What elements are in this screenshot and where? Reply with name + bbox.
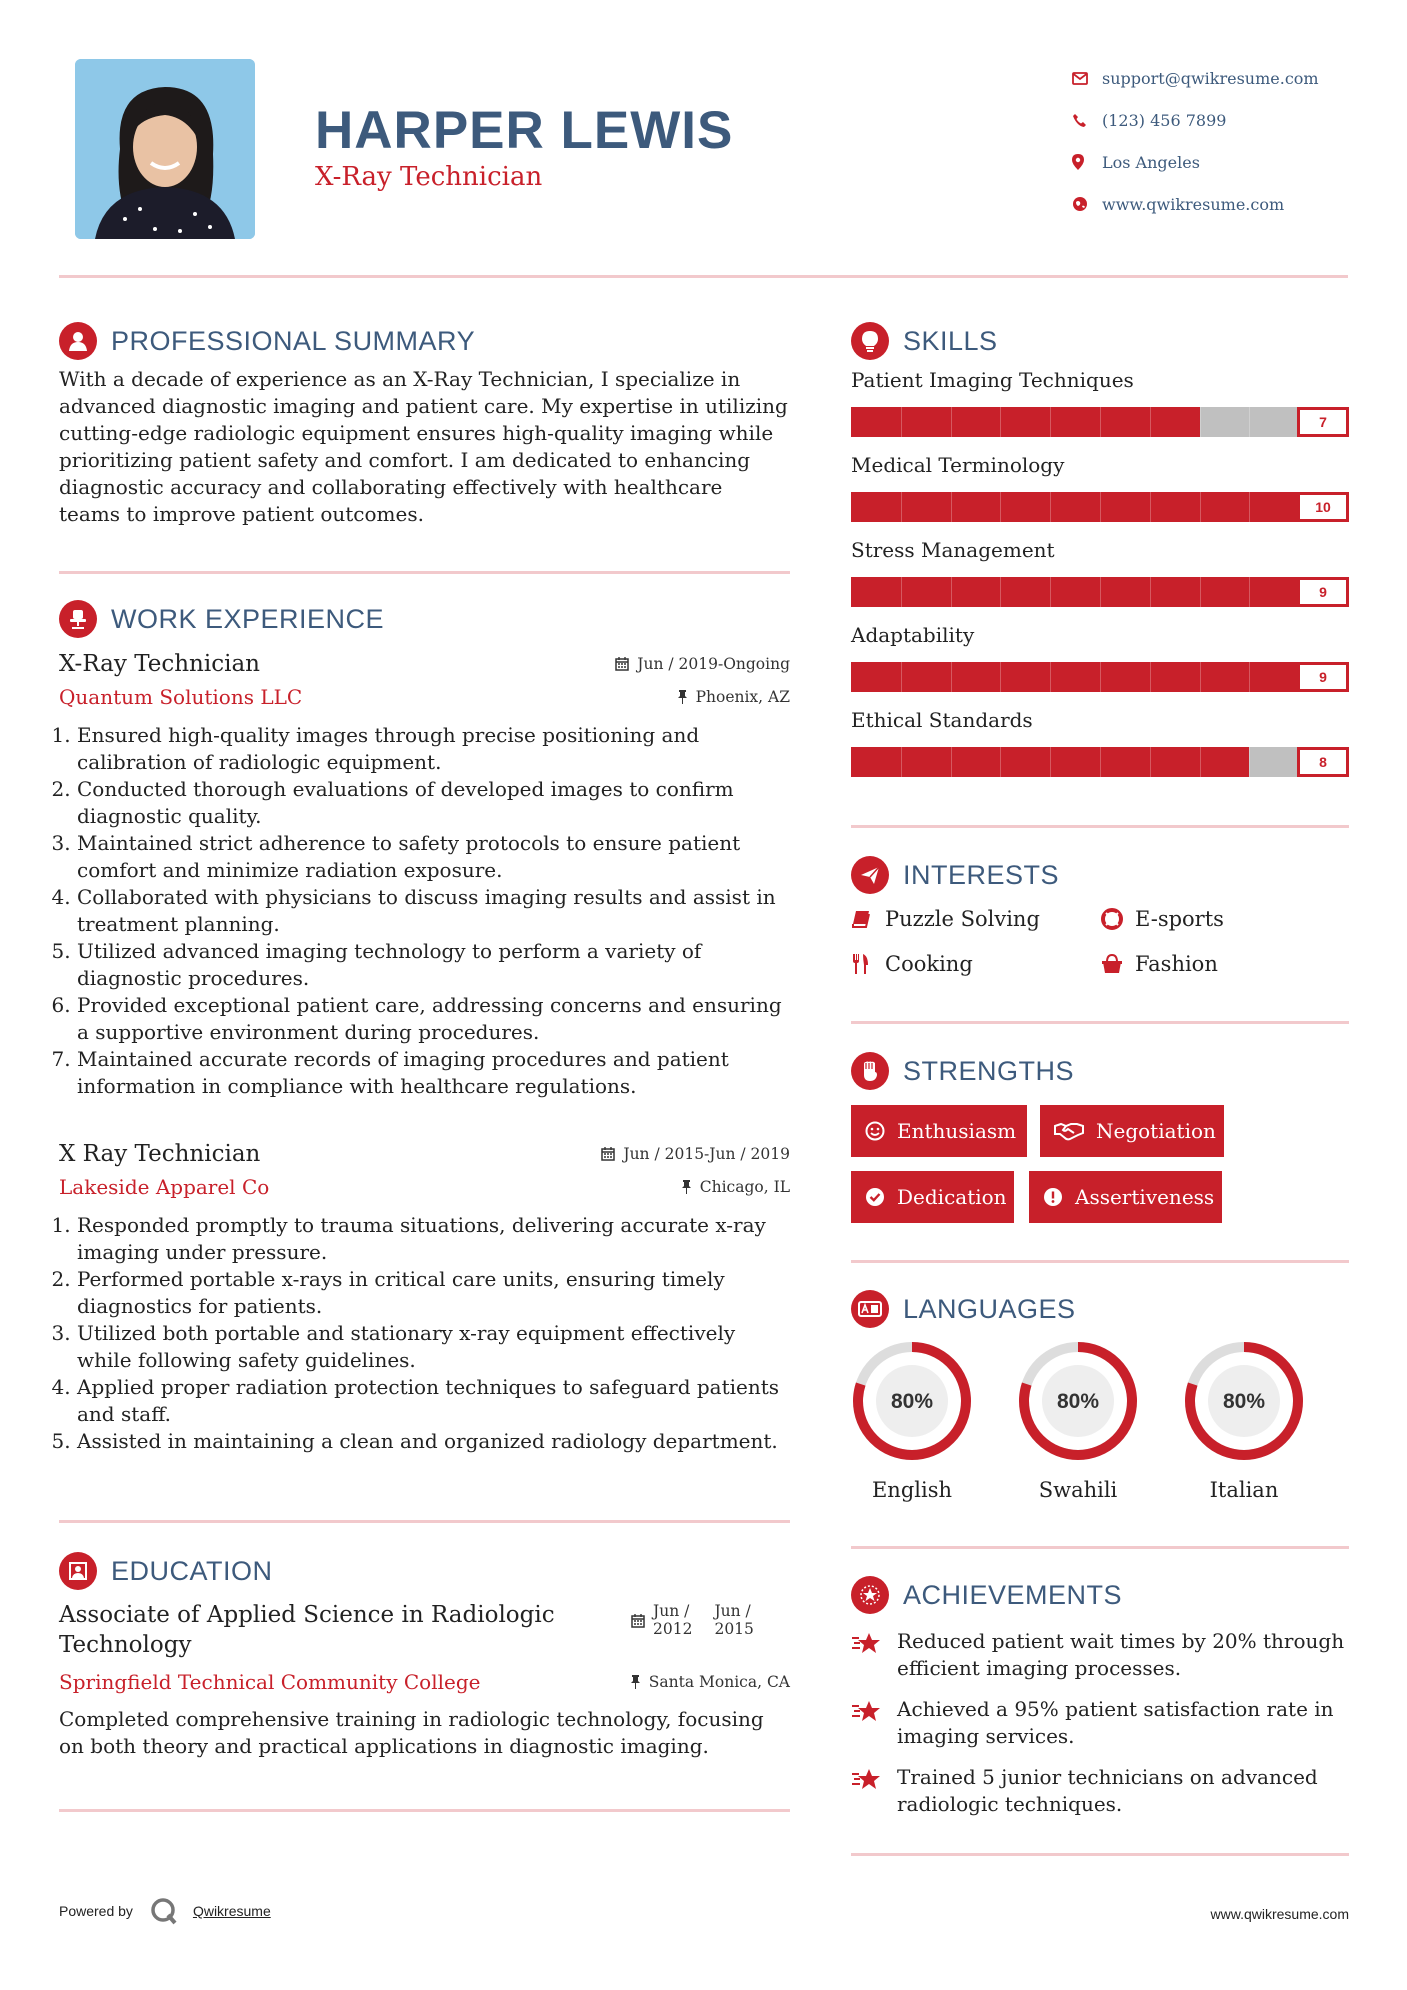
location-pin-icon xyxy=(1072,154,1084,170)
summary-text: With a decade of experience as an X-Ray Technician, I specialize in advanced diagnostic imaging and patient care. My expertise in utilizing cutting-edge radiologic equipment ensures high-quality imaging while prioritizing patient safety and comfort. I am dedicated to enhancing diagnostic accuracy and collaborating effectively with healthcare teams to improve patient outcomes. xyxy=(59,367,788,526)
award-star-icon xyxy=(851,1576,889,1614)
education-location: Santa Monica, CA xyxy=(630,1673,790,1691)
start-month: Jun / xyxy=(653,1602,690,1620)
interest-item xyxy=(851,941,1101,986)
contact-location-text: Los Angeles xyxy=(1102,152,1200,172)
skill-bar-fill xyxy=(851,407,1200,437)
header-divider xyxy=(59,275,1348,278)
skill-bar xyxy=(851,492,1349,522)
experience-divider xyxy=(59,1520,790,1523)
languages-section xyxy=(851,1290,1349,1506)
skill-label: Stress Management xyxy=(851,538,1055,562)
skill-bar-segment xyxy=(1050,747,1051,777)
skill-item xyxy=(851,453,1349,538)
raised-fist-icon xyxy=(851,1052,889,1090)
skills-list xyxy=(851,368,1349,793)
language-name: English xyxy=(871,1478,953,1502)
skill-bar xyxy=(851,747,1349,777)
calendar-icon xyxy=(631,1614,645,1628)
skill-bar-segment xyxy=(951,492,952,522)
language-ring xyxy=(1013,1336,1143,1466)
profile-photo xyxy=(75,59,255,239)
skill-bar-segment xyxy=(1249,577,1250,607)
education-header xyxy=(59,1552,790,1590)
experience-header xyxy=(59,600,789,638)
skill-bar-segment xyxy=(1100,662,1101,692)
job-title: X Ray Technician xyxy=(59,1141,261,1167)
list-item: 4. Collaborated with physicians to discuss imaging results and assist in treatment planning. xyxy=(77,884,790,938)
paper-plane-icon xyxy=(851,856,889,894)
job-date: Jun / 2019-Ongoing xyxy=(615,655,790,673)
skill-label: Adaptability xyxy=(851,623,975,647)
strength-chip xyxy=(851,1171,1014,1223)
skill-bar-segment xyxy=(901,747,902,777)
check-circle-icon xyxy=(865,1187,885,1207)
language-name: Italian xyxy=(1209,1478,1279,1502)
skill-bar-segment xyxy=(901,407,902,437)
skill-value: 9 xyxy=(1297,577,1349,607)
skill-bar-segment xyxy=(1100,492,1101,522)
skill-bar-segment xyxy=(1150,577,1151,607)
skill-bar-segment xyxy=(1000,577,1001,607)
skill-bar-segment xyxy=(1050,662,1051,692)
skill-bar-segment xyxy=(1050,492,1051,522)
list-item: 2. Performed portable x-rays in critical care units, ensuring timely diagnostics for patients. xyxy=(77,1266,790,1320)
skill-bar-segment xyxy=(1249,407,1250,437)
job-location: Phoenix, AZ xyxy=(677,688,790,706)
skill-bar-segment xyxy=(1050,407,1051,437)
job-title: X-Ray Technician xyxy=(315,162,543,192)
skill-item xyxy=(851,538,1349,623)
skill-bar xyxy=(851,662,1349,692)
contact-phone-text: (123) 456 7899 xyxy=(1102,110,1227,130)
skill-bar-segment xyxy=(901,577,902,607)
skill-bar-segment xyxy=(1100,747,1101,777)
school-name: Springfield Technical Community College xyxy=(59,1670,481,1694)
skill-bar-segment xyxy=(1150,492,1151,522)
language-percent: 80% xyxy=(1056,1390,1100,1413)
strength-chip xyxy=(1040,1105,1224,1157)
skill-bar-segment xyxy=(901,492,902,522)
interest-label: Puzzle Solving xyxy=(885,906,1040,931)
qwikresume-logo-icon xyxy=(149,1896,179,1926)
pushpin-icon xyxy=(630,1675,641,1689)
language-item xyxy=(847,1336,977,1502)
skill-bar-segment xyxy=(1100,577,1101,607)
list-item: 1. Ensured high-quality images through precise positioning and calibration of radiologic equipment. xyxy=(77,722,790,776)
summary-section xyxy=(59,322,789,528)
language-percent: 80% xyxy=(1222,1390,1266,1413)
graduate-icon xyxy=(59,1552,97,1590)
strengths-header xyxy=(851,1052,1349,1090)
skill-bar xyxy=(851,577,1349,607)
skill-item xyxy=(851,623,1349,708)
education-date xyxy=(631,1602,754,1638)
list-item: 2. Conducted thorough evaluations of developed images to confirm diagnostic quality. xyxy=(77,776,790,830)
strengths-divider xyxy=(851,1260,1349,1263)
skill-bar-segment xyxy=(951,662,952,692)
skill-item xyxy=(851,708,1349,793)
summary-divider xyxy=(59,571,790,574)
skill-bar-fill xyxy=(851,662,1299,692)
candidate-name: HARPER LEWIS xyxy=(315,101,734,160)
skill-value: 7 xyxy=(1297,407,1349,437)
job-bullet-list xyxy=(59,722,790,1100)
degree-title: Associate of Applied Science in Radiologic Technology xyxy=(59,1602,555,1658)
skills-divider xyxy=(851,825,1349,828)
skill-item xyxy=(851,368,1349,453)
skill-bar-segment xyxy=(901,662,902,692)
list-item: 7. Maintained accurate records of imaging procedures and patient information in compliance with healthcare regulations. xyxy=(77,1046,790,1100)
skill-value: 9 xyxy=(1297,662,1349,692)
interests-section xyxy=(851,856,1349,986)
skill-bar-segment xyxy=(1200,407,1201,437)
skills-section xyxy=(851,322,1349,793)
contact-location xyxy=(1072,141,1319,183)
languages-header xyxy=(851,1290,1349,1328)
list-item: 4. Applied proper radiation protection techniques to safeguard patients and staff. xyxy=(77,1374,790,1428)
skill-bar-segment xyxy=(1000,662,1001,692)
skill-bar-segment xyxy=(1150,407,1151,437)
skill-value: 8 xyxy=(1297,747,1349,777)
education-section xyxy=(59,1552,790,1760)
language-item xyxy=(1179,1336,1309,1502)
company-name: Lakeside Apparel Co xyxy=(59,1175,270,1199)
list-item: 5. Assisted in maintaining a clean and organized radiology department. xyxy=(77,1428,790,1455)
skill-bar-segment xyxy=(1000,492,1001,522)
pushpin-icon xyxy=(677,690,688,704)
interests-header xyxy=(851,856,1349,894)
skill-bar-fill xyxy=(851,577,1299,607)
job-date: Jun / 2015-Jun / 2019 xyxy=(601,1145,790,1163)
contact-website-text: www.qwikresume.com xyxy=(1102,194,1285,214)
list-item: 3. Utilized both portable and stationary x-ray equipment effectively while following safety guidelines. xyxy=(77,1320,790,1374)
skill-bar-segment xyxy=(1200,577,1201,607)
list-item: 5. Utilized advanced imaging technology to perform a variety of diagnostic procedures. xyxy=(77,938,790,992)
strength-chip xyxy=(1029,1171,1222,1223)
user-icon xyxy=(59,322,97,360)
skill-bar-segment xyxy=(1150,747,1151,777)
strengths-heading: STRENGTHS xyxy=(903,1055,1075,1086)
book-icon xyxy=(851,909,871,929)
achievement-item: Reduced patient wait times by 20% through efficient imaging processes. xyxy=(851,1628,1349,1696)
email-icon xyxy=(1072,72,1088,85)
skill-bar-segment xyxy=(1100,407,1101,437)
language-icon xyxy=(851,1290,889,1328)
smile-icon xyxy=(865,1121,885,1141)
achievements-heading: ACHIEVEMENTS xyxy=(903,1579,1123,1610)
lightbulb-icon xyxy=(851,322,889,360)
interest-item xyxy=(1101,941,1349,986)
skill-bar-segment xyxy=(1200,662,1201,692)
achievement-item: Trained 5 junior technicians on advanced radiologic techniques. xyxy=(851,1764,1349,1832)
skill-bar-segment xyxy=(1249,747,1250,777)
education-description: Completed comprehensive training in radiologic technology, focusing on both theory and practical applications in diagnostic imaging. xyxy=(59,1707,764,1758)
strengths-section xyxy=(851,1052,1349,1232)
languages-list xyxy=(851,1336,1349,1506)
strength-label: Dedication xyxy=(897,1185,1007,1209)
job-entry xyxy=(59,648,790,1100)
interest-label: E-sports xyxy=(1135,906,1224,931)
utensils-icon xyxy=(851,953,871,975)
skills-heading: SKILLS xyxy=(903,325,998,356)
skill-label: Ethical Standards xyxy=(851,708,1033,732)
strength-label: Enthusiasm xyxy=(897,1119,1017,1143)
handshake-icon xyxy=(1054,1121,1084,1141)
job-bullet-list xyxy=(59,1212,790,1455)
skill-label: Patient Imaging Techniques xyxy=(851,368,1134,392)
skill-label: Medical Terminology xyxy=(851,453,1065,477)
powered-by-text: Powered by xyxy=(59,1903,133,1919)
pushpin-icon xyxy=(681,1180,692,1194)
company-name: Quantum Solutions LLC xyxy=(59,685,303,709)
job-entry xyxy=(59,1138,790,1455)
star-trophy-icon xyxy=(851,1698,883,1724)
skill-bar-segment xyxy=(951,577,952,607)
strength-chip xyxy=(851,1105,1027,1157)
skill-value: 10 xyxy=(1297,492,1349,522)
language-ring xyxy=(847,1336,977,1466)
experience-section xyxy=(59,600,789,638)
shopping-bag-icon xyxy=(1101,954,1123,974)
languages-heading: LANGUAGES xyxy=(903,1293,1076,1324)
experience-heading: WORK EXPERIENCE xyxy=(111,603,385,634)
job-title: X-Ray Technician xyxy=(59,651,260,677)
calendar-icon xyxy=(615,657,629,671)
skill-bar-segment xyxy=(951,747,952,777)
end-month: Jun / xyxy=(714,1602,751,1620)
interest-label: Fashion xyxy=(1135,951,1218,976)
job-location: Chicago, IL xyxy=(681,1178,790,1196)
interests-heading: INTERESTS xyxy=(903,859,1060,890)
footer-powered xyxy=(59,1896,271,1926)
achievements-list xyxy=(851,1628,1349,1832)
skill-bar-segment xyxy=(1050,577,1051,607)
achievement-item: Achieved a 95% patient satisfaction rate in imaging services. xyxy=(851,1696,1349,1764)
interest-item xyxy=(851,896,1101,941)
list-item: 1. Responded promptly to trauma situations, delivering accurate x-ray imaging under pressure. xyxy=(77,1212,790,1266)
interest-label: Cooking xyxy=(885,951,973,976)
star-trophy-icon xyxy=(851,1766,883,1792)
contact-list xyxy=(1072,57,1319,225)
strength-label: Assertiveness xyxy=(1075,1185,1215,1209)
skill-bar-segment xyxy=(1200,492,1201,522)
phone-icon xyxy=(1072,113,1087,128)
interest-item xyxy=(1101,896,1349,941)
skill-bar-segment xyxy=(1200,747,1201,777)
achievements-divider xyxy=(851,1853,1349,1856)
skill-bar-segment xyxy=(1249,492,1250,522)
list-item: 3. Maintained strict adherence to safety protocols to ensure patient comfort and minimize radiation exposure. xyxy=(77,830,790,884)
skill-bar xyxy=(851,407,1349,437)
star-trophy-icon xyxy=(851,1630,883,1656)
achievements-header xyxy=(851,1576,1349,1614)
language-item xyxy=(1013,1336,1143,1502)
strength-label: Negotiation xyxy=(1096,1119,1216,1143)
skill-bar-segment xyxy=(1000,407,1001,437)
globe-icon xyxy=(1072,196,1088,212)
end-year: 2015 xyxy=(714,1620,754,1638)
start-year: 2012 xyxy=(653,1620,693,1638)
contact-website[interactable] xyxy=(1072,183,1319,225)
briefcase-chair-icon xyxy=(59,600,97,638)
contact-email-text: support@qwikresume.com xyxy=(1102,68,1319,88)
lifebuoy-icon xyxy=(1101,908,1123,930)
skill-bar-segment xyxy=(1000,747,1001,777)
skills-header xyxy=(851,322,1349,360)
languages-divider xyxy=(851,1546,1349,1549)
footer-website[interactable]: www.qwikresume.com xyxy=(1210,1906,1349,1922)
interests-divider xyxy=(851,1021,1349,1024)
education-divider xyxy=(59,1809,790,1812)
calendar-icon xyxy=(601,1147,615,1161)
language-percent: 80% xyxy=(890,1390,934,1413)
interests-grid xyxy=(851,896,1349,986)
education-heading: EDUCATION xyxy=(111,1555,273,1586)
contact-phone[interactable] xyxy=(1072,99,1319,141)
skill-bar-segment xyxy=(1150,662,1151,692)
language-name: Swahili xyxy=(1038,1478,1118,1502)
summary-header xyxy=(59,322,789,360)
brand-link[interactable]: Qwikresume xyxy=(192,1903,271,1919)
contact-email[interactable] xyxy=(1072,57,1319,99)
skill-bar-segment xyxy=(1249,662,1250,692)
exclamation-circle-icon xyxy=(1043,1187,1063,1207)
achievements-section xyxy=(851,1576,1349,1832)
language-ring xyxy=(1179,1336,1309,1466)
summary-heading: PROFESSIONAL SUMMARY xyxy=(111,325,476,356)
list-item: 6. Provided exceptional patient care, addressing concerns and ensuring a supportive environment during procedures. xyxy=(77,992,790,1046)
skill-bar-segment xyxy=(951,407,952,437)
